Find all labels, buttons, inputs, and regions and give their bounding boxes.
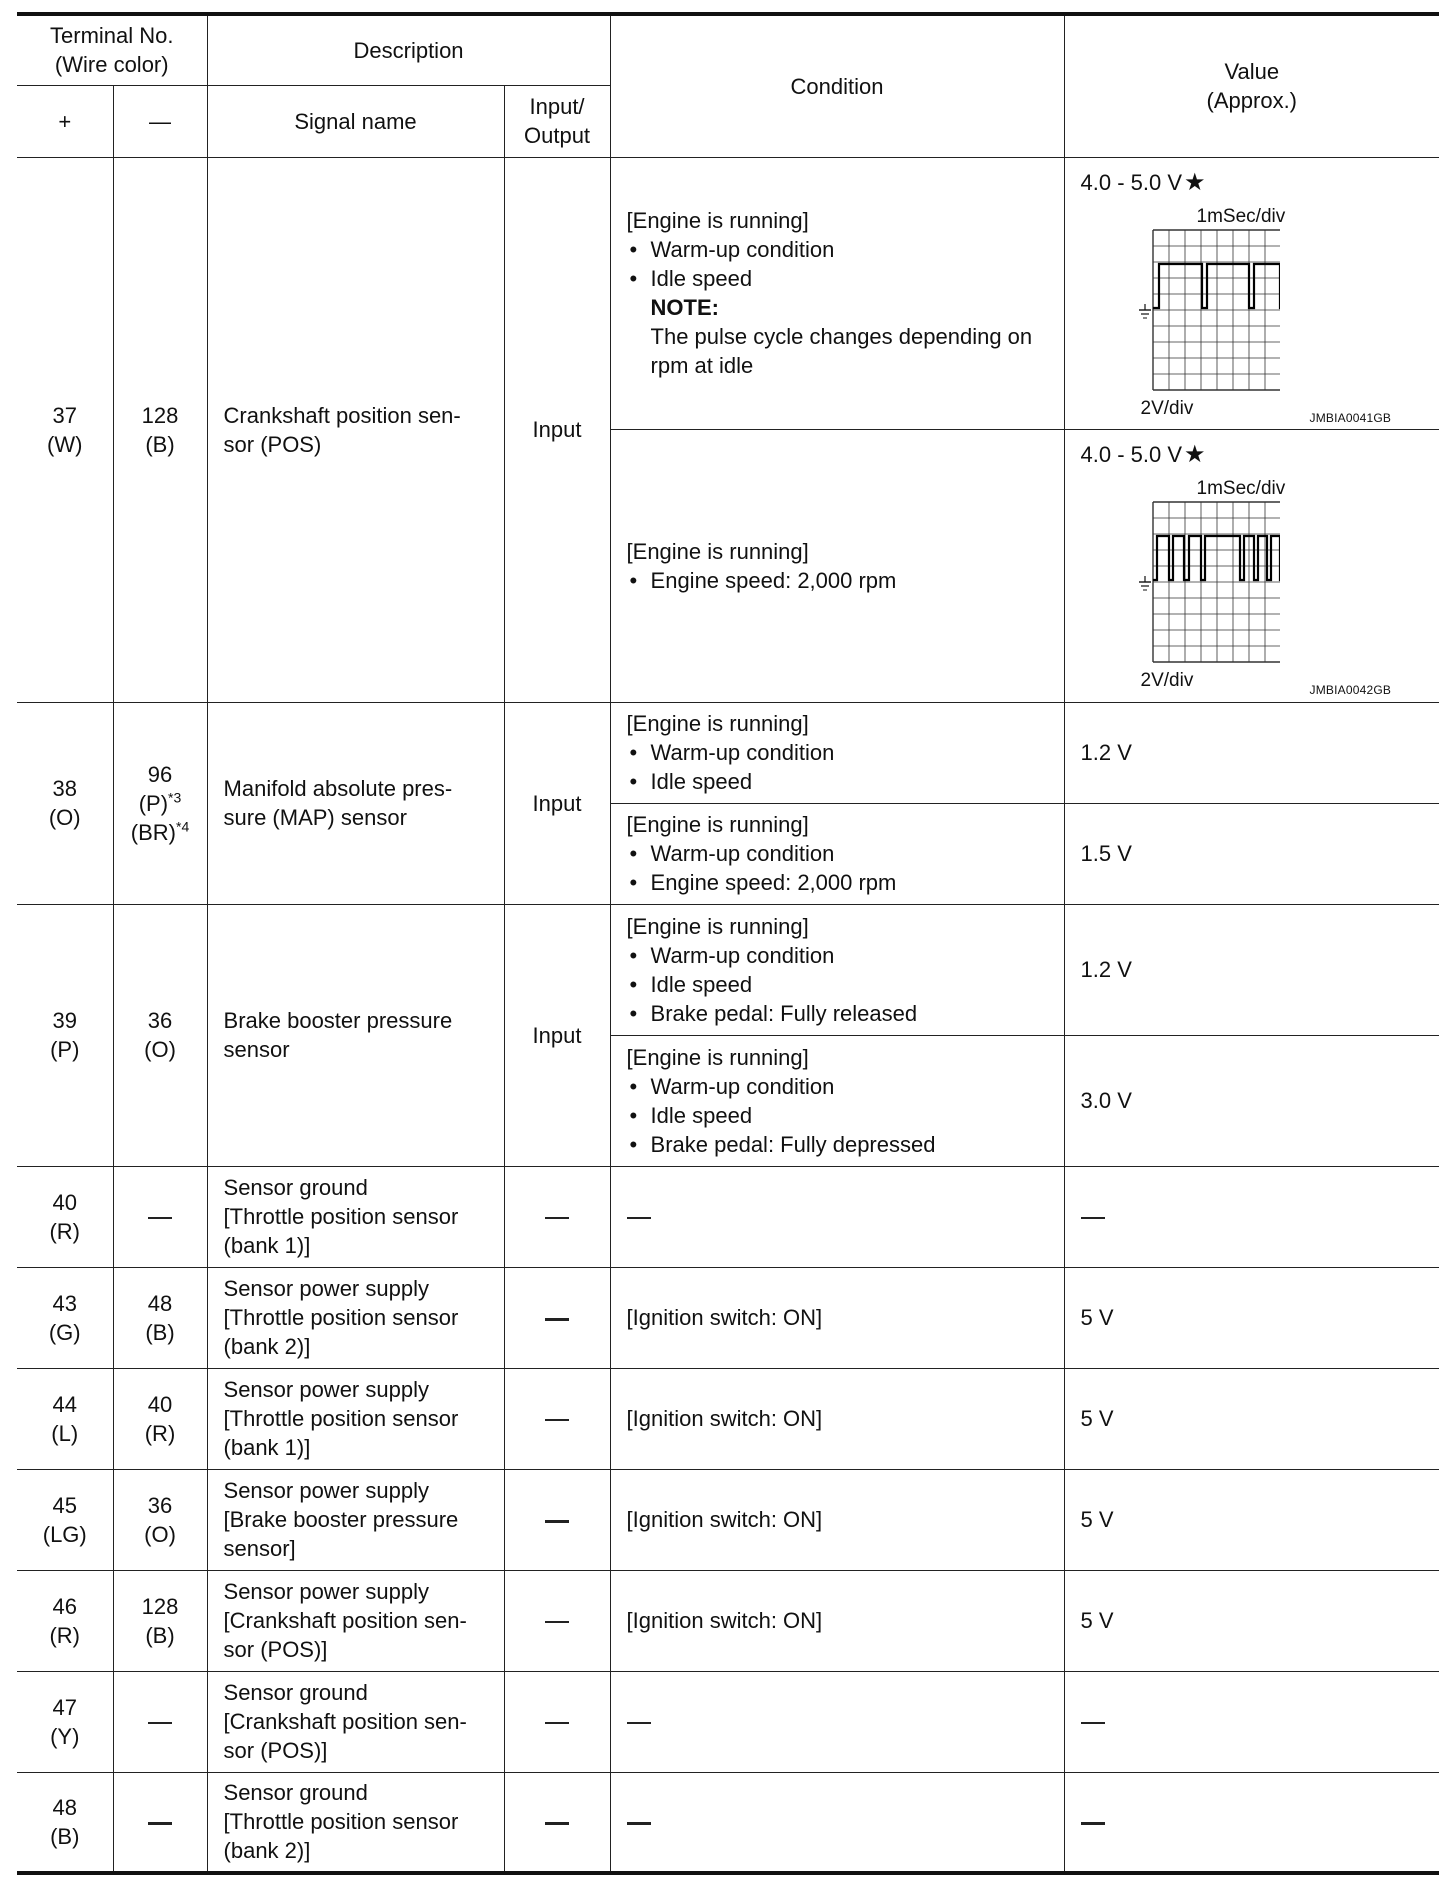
terminal-minus-cell <box>113 1671 207 1772</box>
waveform-time-div: 1mSec/div <box>1196 477 1286 499</box>
terminal-plus-color: (L) <box>51 1420 79 1446</box>
signal-name-cell <box>207 157 504 702</box>
condition-bullet: • Brake pedal: Fully released <box>627 999 1058 1028</box>
star-icon: ★ <box>1184 440 1206 468</box>
condition-cell <box>610 429 1064 702</box>
note-text: The pulse cycle changes depending on <box>650 324 1033 349</box>
terminal-minus-cell <box>113 1570 207 1671</box>
header-value <box>1064 14 1439 157</box>
star-icon: ★ <box>1184 168 1206 196</box>
terminal-minus-color <box>114 818 207 847</box>
terminal-minus-cell <box>113 1368 207 1469</box>
signal-name-line: [Throttle position sensor <box>223 1406 459 1431</box>
condition-cell <box>610 803 1064 904</box>
terminal-plus-number: 48 <box>52 1794 77 1820</box>
terminal-minus-color: (O) <box>144 1521 176 1547</box>
condition-cell: [Ignition switch: ON] <box>610 1368 1064 1469</box>
header-io-line1: Input/ <box>529 94 585 119</box>
condition-bullet: • Engine speed: 2,000 rpm <box>627 566 1058 595</box>
note-title: NOTE: <box>650 295 719 320</box>
condition-head: [Engine is running] <box>626 208 809 233</box>
condition-bullet: • Idle speed <box>627 970 1058 999</box>
signal-name-cell <box>207 1671 504 1772</box>
io-cell <box>504 1267 610 1368</box>
io-cell <box>504 1166 610 1267</box>
signal-name-cell <box>207 904 504 1166</box>
table-row <box>17 1671 1439 1772</box>
terminal-plus-number: 46 <box>52 1593 77 1619</box>
signal-name-line: sor (POS)] <box>223 1637 328 1662</box>
dash-mark <box>545 1318 569 1321</box>
waveform-voltage <box>1081 168 1206 197</box>
signal-name-line: Sensor ground <box>223 1780 368 1806</box>
signal-name-cell <box>207 1166 504 1267</box>
signal-name-cell <box>207 1469 504 1570</box>
signal-name-line: Manifold absolute pres- <box>223 776 453 801</box>
signal-name-line: Sensor power supply <box>223 1579 429 1604</box>
table-row <box>17 702 1439 803</box>
terminal-table-sheet <box>17 12 1439 1875</box>
table-row <box>17 1570 1439 1671</box>
terminal-plus-color: (LG) <box>42 1521 87 1547</box>
condition-bullet: • Idle speed <box>627 264 1058 293</box>
condition-bullet: • Idle speed <box>627 1101 1058 1130</box>
table-row <box>17 1267 1439 1368</box>
signal-name-line: sor (POS)] <box>223 1738 328 1763</box>
io-cell: Input <box>504 904 610 1166</box>
dash-mark <box>545 1419 569 1421</box>
dash-mark <box>1081 1822 1105 1825</box>
terminal-minus-color-text: (BR) <box>130 819 176 845</box>
terminal-plus-cell <box>17 1671 113 1772</box>
signal-name-line: Crankshaft position sen- <box>223 402 461 428</box>
terminal-minus-cell <box>113 702 207 904</box>
condition-cell: [Ignition switch: ON] <box>610 1469 1064 1570</box>
signal-name-line: [Throttle position sensor <box>223 1809 459 1835</box>
dash-mark <box>545 1822 569 1825</box>
terminal-plus-cell <box>17 702 113 904</box>
header-condition: Condition <box>610 14 1064 157</box>
signal-name-line: [Brake booster pressure <box>223 1507 459 1532</box>
value-cell: 1.2 V <box>1064 904 1439 1035</box>
signal-name-line: (bank 2)] <box>223 1838 311 1864</box>
terminal-plus-number: 45 <box>52 1492 77 1518</box>
terminal-minus-color: (R) <box>144 1420 176 1446</box>
terminal-plus-number: 37 <box>52 402 77 428</box>
io-cell <box>504 1368 610 1469</box>
signal-name-line: Sensor power supply <box>223 1478 429 1503</box>
condition-head: [Engine is running] <box>626 711 809 736</box>
signal-name-line: Sensor ground <box>223 1680 368 1705</box>
terminal-plus-cell <box>17 1772 113 1873</box>
terminal-minus-color <box>114 789 207 818</box>
condition-bullet: • Brake pedal: Fully depressed <box>627 1130 1058 1159</box>
signal-name-line: (bank 1)] <box>223 1435 311 1460</box>
terminal-minus-number: 36 <box>147 1492 173 1518</box>
condition-cell <box>610 1671 1064 1772</box>
signal-name-cell <box>207 1772 504 1873</box>
condition-cell: [Ignition switch: ON] <box>610 1570 1064 1671</box>
condition-bullet: • Warm-up condition <box>627 839 1058 868</box>
terminal-plus-number: 40 <box>52 1189 77 1215</box>
figure-id: JMBIA0041GB <box>1309 410 1392 425</box>
signal-name-line: Sensor power supply <box>223 1276 429 1301</box>
dash-mark <box>627 1722 651 1724</box>
terminal-plus-cell <box>17 157 113 702</box>
signal-name-line: [Throttle position sensor <box>223 1305 459 1330</box>
condition-head: [Engine is running] <box>626 913 809 939</box>
dash-mark <box>148 1822 172 1825</box>
terminal-plus-color: (Y) <box>50 1723 80 1749</box>
header-value-approx-label: (Approx.) <box>1206 88 1298 114</box>
terminal-plus-number: 44 <box>52 1391 77 1417</box>
condition-bullet: • Warm-up condition <box>627 941 1058 970</box>
value-cell: 3.0 V <box>1064 1035 1439 1166</box>
dash-mark <box>545 1722 569 1724</box>
signal-name-line: Sensor ground <box>223 1175 368 1200</box>
table-row <box>17 904 1439 1035</box>
header-terminal-no-label: Terminal No. <box>50 23 174 49</box>
terminal-plus-number: 43 <box>52 1290 77 1316</box>
value-cell <box>1064 429 1439 702</box>
terminal-plus-color: (P) <box>50 1037 80 1062</box>
dash-mark <box>148 1217 172 1219</box>
dash-mark <box>545 1520 569 1523</box>
condition-bullet: • Warm-up condition <box>627 1072 1058 1101</box>
signal-name-cell <box>207 1267 504 1368</box>
signal-name-line: sensor] <box>223 1536 296 1561</box>
signal-name-cell <box>207 1570 504 1671</box>
value-cell: 5 V <box>1064 1469 1439 1570</box>
terminal-plus-cell <box>17 1570 113 1671</box>
terminal-plus-color: (O) <box>48 805 81 830</box>
terminal-minus-cell <box>113 904 207 1166</box>
condition-head: [Engine is running] <box>626 812 809 837</box>
signal-name-line: Sensor power supply <box>223 1377 429 1402</box>
terminal-plus-cell <box>17 1469 113 1570</box>
table-row <box>17 1166 1439 1267</box>
figure-id: JMBIA0042GB <box>1309 682 1392 697</box>
terminal-minus-color-text: (P) <box>138 790 169 816</box>
dash-mark <box>1081 1217 1105 1219</box>
dash-mark <box>148 1722 172 1724</box>
terminal-minus-number: 128 <box>141 1593 179 1619</box>
terminal-minus-color: (O) <box>144 1037 176 1062</box>
condition-head: [Engine is running] <box>626 538 809 564</box>
terminal-plus-number: 39 <box>52 1008 77 1033</box>
waveform-time-div: 1mSec/div <box>1196 205 1286 227</box>
condition-head: [Engine is running] <box>626 1044 809 1070</box>
terminal-minus-color: (B) <box>145 1319 175 1345</box>
terminal-minus-number: 48 <box>147 1290 173 1316</box>
signal-name-line: (bank 1)] <box>223 1233 311 1258</box>
terminal-plus-cell <box>17 1166 113 1267</box>
value-cell: 5 V <box>1064 1368 1439 1469</box>
terminal-minus-number: 40 <box>147 1391 173 1417</box>
terminal-minus-number: 128 <box>141 402 179 428</box>
waveform-voltage <box>1081 440 1206 469</box>
condition-cell <box>610 1166 1064 1267</box>
signal-name-line: sure (MAP) sensor <box>223 805 407 830</box>
value-cell: 5 V <box>1064 1570 1439 1671</box>
condition-bullet: • Warm-up condition <box>627 738 1058 767</box>
terminal-minus-color: (B) <box>145 1622 175 1648</box>
signal-name-line: sensor <box>223 1037 290 1062</box>
signal-name-line: [Throttle position sensor <box>223 1204 459 1229</box>
io-cell <box>504 1570 610 1671</box>
signal-name-line: [Crankshaft position sen- <box>223 1608 467 1633</box>
footnote-ref: *3 <box>168 789 182 806</box>
terminal-minus-number: 36 <box>147 1008 173 1033</box>
waveform-volt-div: 2V/div <box>1140 669 1194 691</box>
terminal-plus-number: 47 <box>52 1694 77 1720</box>
header-wire-color-label: (Wire color) <box>54 52 169 78</box>
value-cell: 5 V <box>1064 1267 1439 1368</box>
signal-name-line: Brake booster pressure <box>223 1008 453 1033</box>
table-row <box>17 1469 1439 1570</box>
terminal-plus-cell <box>17 1267 113 1368</box>
terminal-minus-color: (B) <box>145 431 175 457</box>
terminal-plus-color: (G) <box>48 1319 81 1345</box>
io-cell <box>504 1772 610 1873</box>
header-minus: — <box>113 85 207 157</box>
signal-name-line: sor (POS) <box>223 431 322 457</box>
waveform-volt-div: 2V/div <box>1140 397 1194 419</box>
condition-cell <box>610 157 1064 429</box>
terminal-minus-number: 96 <box>147 761 173 787</box>
terminal-plus-color: (R) <box>49 1622 81 1648</box>
terminal-table <box>17 12 1439 1875</box>
dash-mark <box>627 1217 651 1219</box>
header-io-line2: Output <box>524 123 591 148</box>
condition-cell <box>610 1772 1064 1873</box>
header-plus: + <box>17 85 113 157</box>
condition-cell: [Ignition switch: ON] <box>610 1267 1064 1368</box>
terminal-plus-cell <box>17 904 113 1166</box>
terminal-plus-color: (W) <box>47 431 83 457</box>
waveform-voltage-text: 4.0 - 5.0 V <box>1080 441 1183 467</box>
table-row <box>17 1772 1439 1873</box>
header-row-1 <box>17 14 1439 85</box>
signal-name-cell <box>207 1368 504 1469</box>
value-cell <box>1064 1166 1439 1267</box>
waveform-voltage-text: 4.0 - 5.0 V <box>1080 169 1183 195</box>
header-input-output <box>504 85 610 157</box>
condition-bullet: • Warm-up condition <box>627 235 1058 264</box>
signal-name-line: (bank 2)] <box>223 1334 311 1359</box>
io-cell <box>504 1671 610 1772</box>
condition-cell <box>610 1035 1064 1166</box>
dash-mark <box>545 1217 569 1219</box>
value-cell: 1.5 V <box>1064 803 1439 904</box>
signal-name-cell <box>207 702 504 904</box>
dash-mark <box>1081 1722 1105 1724</box>
condition-bullet: • Engine speed: 2,000 rpm <box>627 868 1058 897</box>
terminal-plus-color: (R) <box>49 1218 81 1244</box>
note-text: rpm at idle <box>650 353 754 378</box>
value-cell <box>1064 1671 1439 1772</box>
value-cell <box>1064 1772 1439 1873</box>
io-cell <box>504 1469 610 1570</box>
value-cell <box>1064 157 1439 429</box>
terminal-minus-cell <box>113 1469 207 1570</box>
dash-mark <box>545 1621 569 1623</box>
dash-mark <box>627 1822 651 1825</box>
terminal-minus-cell <box>113 157 207 702</box>
terminal-minus-cell <box>113 1267 207 1368</box>
condition-cell <box>610 702 1064 803</box>
terminal-minus-cell <box>113 1772 207 1873</box>
io-cell: Input <box>504 702 610 904</box>
header-value-label: Value <box>1224 59 1280 85</box>
table-row <box>17 1368 1439 1469</box>
header-terminal-no <box>17 14 207 85</box>
header-description: Description <box>207 14 610 85</box>
terminal-minus-cell <box>113 1166 207 1267</box>
header-signal-name: Signal name <box>207 85 504 157</box>
terminal-plus-color: (B) <box>50 1823 80 1849</box>
value-cell: 1.2 V <box>1064 702 1439 803</box>
io-cell: Input <box>504 157 610 702</box>
signal-name-line: [Crankshaft position sen- <box>223 1709 467 1734</box>
table-row <box>17 157 1439 429</box>
condition-cell <box>610 904 1064 1035</box>
terminal-plus-number: 38 <box>52 776 77 801</box>
terminal-plus-cell <box>17 1368 113 1469</box>
condition-bullet: • Idle speed <box>627 767 1058 796</box>
footnote-ref: *4 <box>176 818 190 835</box>
